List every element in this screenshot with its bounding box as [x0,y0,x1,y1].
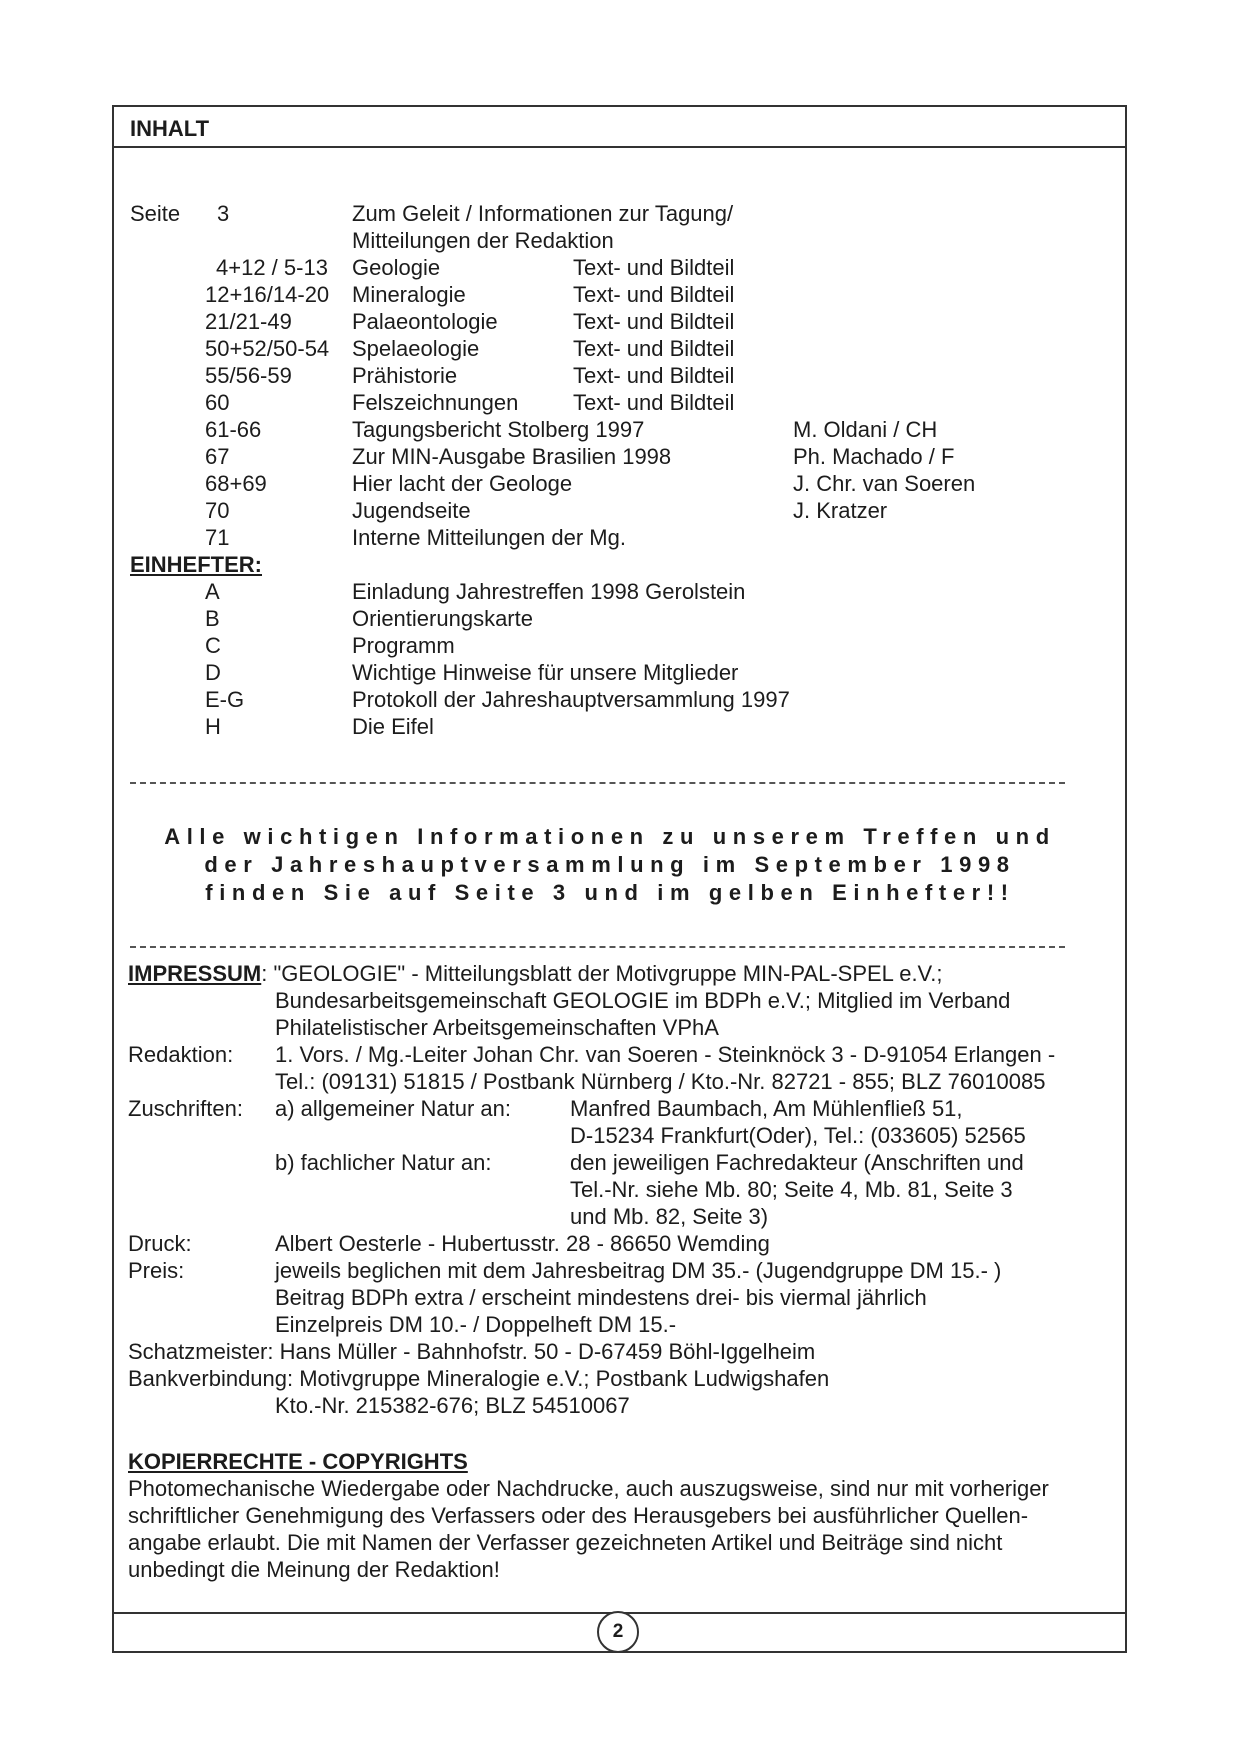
toc-title: Felszeichnungen [352,390,519,415]
preis-text: jeweils beglichen mit dem Jahresbeitrag DM 35.- (Jugendgruppe DM 15.- ) [275,1258,1002,1283]
notice-line: der Jahreshauptversammlung im September 1998 [204,852,1016,877]
toc-row [130,416,1110,443]
preis-text: Beitrag BDPh extra / erscheint mindestens drei- bis viermal jährlich [275,1285,927,1310]
toc-part: Text- und Bildteil [573,390,735,415]
toc-page: 61-66 [205,417,262,442]
toc-title: Spelaeologie [352,336,480,361]
toc-author: J. Kratzer [793,498,888,523]
redaktion-label: Redaktion: [128,1042,234,1067]
toc-page: 50+52/50-54 [205,336,330,361]
redaktion-text: 1. Vors. / Mg.-Leiter Johan Chr. van Soeren - Steinknöck 3 - D-91054 Erlangen - [275,1042,1056,1067]
toc-row [130,200,1110,227]
einhefter-item [130,632,1110,659]
impressum-row [128,1257,1108,1284]
copyright-line: unbedingt die Meinung der Redaktion! [128,1557,500,1582]
impressum-row [128,1284,1108,1311]
impressum-row [128,1068,1108,1095]
toc-row [130,524,1110,551]
impressum-row [128,1311,1108,1338]
toc-page: 67 [205,444,230,469]
impressum-row [128,1095,1108,1122]
einhefter-item [130,659,1110,686]
impressum-row [128,1041,1108,1068]
toc-page: 12+16/14-20 [205,282,330,307]
druck-text: Albert Oesterle - Hubertusstr. 28 - 86650 Wemding [275,1231,770,1256]
impressum-row [128,1338,1108,1365]
toc-part: Text- und Bildteil [573,363,735,388]
impressum [128,960,1108,1419]
toc-title: Jugendseite [352,498,471,523]
toc-page: 3 [217,201,230,226]
copyright-heading: KOPIERRECHTE - COPYRIGHTS [128,1449,468,1474]
notice-line: Alle wichtigen Informationen zu unserem Treffen und [164,824,1056,849]
page-number: 2 [597,1611,639,1653]
impressum-row [128,1203,1108,1230]
zuschriften-b-label: b) fachlicher Natur an: [275,1150,492,1175]
copyright-line: schriftlicher Genehmigung des Verfassers oder des Herausgebers bei ausführlicher Quellen- [128,1503,1029,1528]
einhefter-item [130,605,1110,632]
bank-text: Kto.-Nr. 215382-676; BLZ 54510067 [275,1393,630,1418]
zuschriften-a-label: a) allgemeiner Natur an: [275,1096,512,1121]
schatzmeister-text: Schatzmeister: Hans Müller - Bahnhofstr. 50 - D-67459 Böhl-Iggelheim [128,1339,816,1364]
einhefter-title: Protokoll der Jahreshauptversammlung 1997 [352,687,790,712]
toc-label: Seite [130,201,181,226]
impressum-line [128,960,942,987]
einhefter-title: Programm [352,633,455,658]
impressum-text: : "GEOLOGIE" - Mitteilungsblatt der Motivgruppe MIN-PAL-SPEL e.V.; [261,961,943,986]
toc-row [130,335,1110,362]
zuschriften-label: Zuschriften: [128,1096,243,1121]
toc-row [130,389,1110,416]
zuschriften-b-text: Tel.-Nr. siehe Mb. 80; Seite 4, Mb. 81, Seite 3 [570,1177,1013,1202]
toc-title: Zum Geleit / Informationen zur Tagung/ [352,201,734,226]
toc-title: Mitteilungen der Redaktion [352,228,614,253]
preis-text: Einzelpreis DM 10.- / Doppelheft DM 15.- [275,1312,677,1337]
druck-label: Druck: [128,1231,192,1256]
toc-row [130,470,1110,497]
toc-author: M. Oldani / CH [793,417,938,442]
einhefter-item [130,713,1110,740]
copyright-line: Photomechanische Wiedergabe oder Nachdrucke, auch auszugsweise, sind nur mit vorheriger [128,1476,1049,1501]
einhefter-item [130,578,1110,605]
impressum-row [128,1149,1108,1176]
impressum-text: Bundesarbeitsgemeinschaft GEOLOGIE im BDPh e.V.; Mitglied im Verband [275,988,1011,1013]
impressum-row [128,1176,1108,1203]
toc-part: Text- und Bildteil [573,255,735,280]
impressum-text: Philatelistischer Arbeitsgemeinschaften VPhA [275,1015,719,1040]
einhefter-letter: C [205,633,221,658]
einhefter-letter: A [205,579,220,604]
page-title: INHALT [130,116,210,141]
impressum-row [128,1230,1108,1257]
toc-page: 60 [205,390,230,415]
toc-title: Mineralogie [352,282,466,307]
zuschriften-a-text: Manfred Baumbach, Am Mühlenfließ 51, [570,1096,963,1121]
einhefter-item [130,686,1110,713]
toc-title: Zur MIN-Ausgabe Brasilien 1998 [352,444,672,469]
impressum-row [128,1014,1108,1041]
einhefter-letter: H [205,714,221,739]
table-of-contents [130,200,1110,740]
toc-page: 21/21-49 [205,309,292,334]
impressum-row [128,1365,1108,1392]
toc-part: Text- und Bildteil [573,336,735,361]
einhefter-title: Wichtige Hinweise für unsere Mitglieder [352,660,739,685]
toc-page: 55/56-59 [205,363,292,388]
dashed-divider [130,782,1065,784]
toc-page: 68+69 [205,471,267,496]
einhefter-letter: E-G [205,687,245,712]
toc-title: Hier lacht der Geologe [352,471,573,496]
toc-title: Interne Mitteilungen der Mg. [352,525,626,550]
impressum-label: IMPRESSUM [128,961,262,986]
einhefter-letter: D [205,660,221,685]
toc-row [130,308,1110,335]
einhefter-letter: B [205,606,220,631]
einhefter-title: Orientierungskarte [352,606,533,631]
einhefter-title: Die Eifel [352,714,434,739]
toc-title: Palaeontologie [352,309,498,334]
notice-line: finden Sie auf Seite 3 und im gelben Einhefter!! [205,880,1015,905]
toc-row [130,362,1110,389]
heading-rule [112,146,1127,148]
toc-row [130,497,1110,524]
impressum-row [128,1392,1108,1419]
toc-row [130,254,1110,281]
toc-title: Prähistorie [352,363,458,388]
toc-row [130,443,1110,470]
bank-text: Bankverbindung: Motivgruppe Mineralogie e.V.; Postbank Ludwigshafen [128,1366,830,1391]
zuschriften-a-text: D-15234 Frankfurt(Oder), Tel.: (033605) 52565 [570,1123,1026,1148]
impressum-row [128,960,1108,987]
toc-row [130,281,1110,308]
toc-page: 4+12 / 5-13 [216,255,328,280]
zuschriften-b-text: den jeweiligen Fachredakteur (Anschriften und [570,1150,1024,1175]
toc-page: 70 [205,498,230,523]
einhefter-heading: EINHEFTER: [130,552,262,577]
toc-title: Geologie [352,255,441,280]
impressum-row [128,987,1108,1014]
einhefter-row [130,551,1110,578]
copyright-line: angabe erlaubt. Die mit Namen der Verfasser gezeichneten Artikel und Beiträge sind nicht [128,1530,1003,1555]
dashed-divider [130,946,1065,948]
zuschriften-b-text: und Mb. 82, Seite 3) [570,1204,769,1229]
toc-part: Text- und Bildteil [573,309,735,334]
toc-page: 71 [205,525,230,550]
einhefter-title: Einladung Jahrestreffen 1998 Gerolstein [352,579,746,604]
impressum-row [128,1122,1108,1149]
preis-label: Preis: [128,1258,185,1283]
toc-author: Ph. Machado / F [793,444,955,469]
toc-author: J. Chr. van Soeren [793,471,976,496]
toc-title: Tagungsbericht Stolberg 1997 [352,417,645,442]
toc-row [130,227,1110,254]
toc-part: Text- und Bildteil [573,282,735,307]
redaktion-text: Tel.: (09131) 51815 / Postbank Nürnberg / Kto.-Nr. 82721 - 855; BLZ 76010085 [275,1069,1046,1094]
